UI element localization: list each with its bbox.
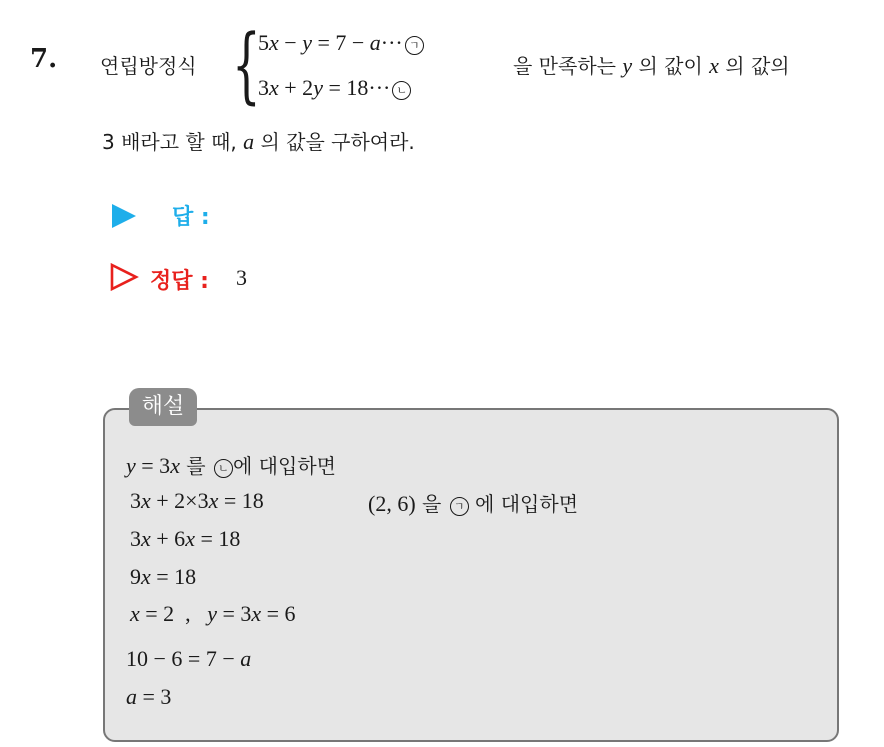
- solution-line-1: y = 3x 를 ㄴ 에 대입하면: [126, 453, 336, 478]
- solution-line-3: 3x + 6x = 18: [130, 526, 241, 551]
- solution-line-5: x = 2 , y = 3x = 6: [130, 601, 296, 626]
- question-prefix: 연립방정식: [100, 54, 197, 78]
- solution-line-2: 3x + 2×3x = 18: [130, 488, 264, 513]
- circled-nieun-marker: ㄴ: [392, 81, 411, 100]
- solution-line-6: 10 − 6 = 7 − a: [126, 646, 252, 671]
- correct-answer-value: 3: [236, 265, 247, 290]
- equation-1: 5x − y = 7 − a··· ㄱ: [258, 30, 424, 56]
- question-line-2: 3 배라고 할 때, a 의 값을 구하여라.: [102, 129, 415, 154]
- solution-line-4: 9x = 18: [130, 564, 197, 589]
- answer-arrow-icon: [112, 204, 136, 228]
- solution-line-2-note: (2, 6) 을 ㄱ 에 대입하면: [368, 491, 579, 516]
- answer-label: 답 :: [172, 205, 210, 230]
- equation-2: 3x + 2y = 18··· ㄴ: [258, 75, 411, 101]
- system-brace: {: [232, 18, 261, 113]
- question-number: 7.: [30, 44, 58, 74]
- circled-giyeok-marker: ㄱ: [450, 497, 469, 516]
- solution-tag: 해설: [129, 388, 197, 426]
- correct-answer-arrow-icon: [110, 263, 140, 291]
- correct-answer-label: 정답 :: [150, 269, 209, 294]
- circled-giyeok-marker: ㄱ: [405, 36, 424, 55]
- question-line-1: 을 만족하는 y 의 값이 x 의 값의: [513, 53, 790, 78]
- solution-line-7: a = 3: [126, 684, 172, 709]
- circled-nieun-marker: ㄴ: [214, 459, 233, 478]
